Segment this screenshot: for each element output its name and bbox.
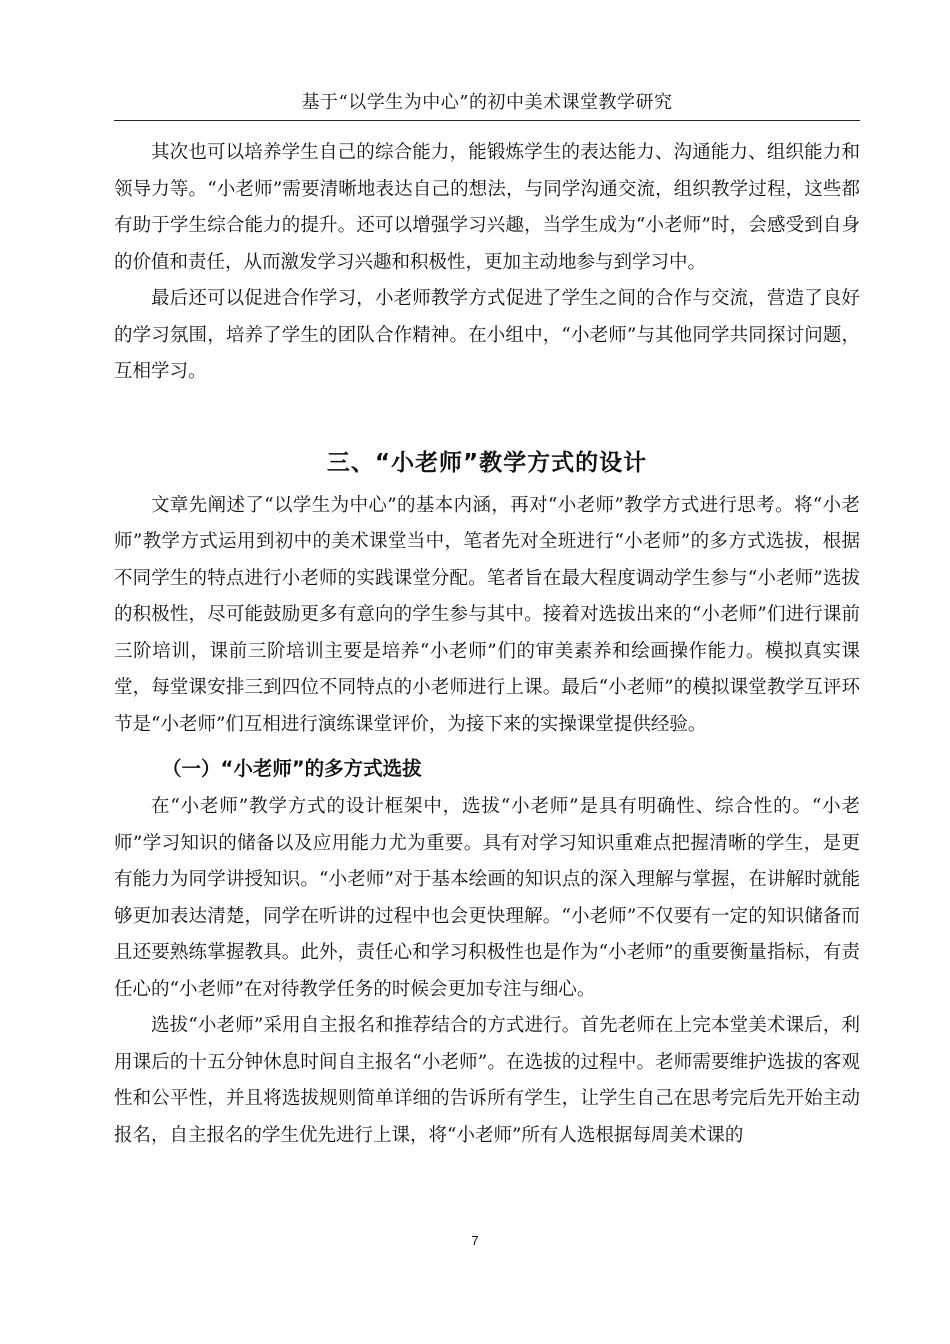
subsection-heading: （一）“小老师”的多方式选拔 bbox=[162, 757, 422, 780]
header-rule bbox=[114, 120, 860, 121]
section-intro-paragraph: 文章先阐述了“以学生为中心”的基本内涵，再对“小老师”教学方式进行思考。将“小老师”教学方式运用到初中的美术课堂当中，笔者先对全班进行“小老师”的多方式选拔，根据不同学生的特点进行小老师的实践课堂分配。笔者旨在最大程度调动学生参与“小老师”选拔的积极性，尽可能鼓励更多有意向的学生参与其中。接着对选拔出来的“小老师”们进行课前三阶培训，课前三阶培训主要是培养“小老师”们的审美素养和绘画操作能力。模拟真实课堂，每堂课安排三到四位不同特点的小老师进行上课。最后“小老师”的模拟课堂教学互评环节是“小老师”们互相进行演练课堂评价，为接下来的实操课堂提供经验。 bbox=[114, 494, 860, 735]
page-body bbox=[114, 135, 860, 1154]
paragraph: 选拔“小老师”采用自主报名和推荐结合的方式进行。首先老师在上完本堂美术课后，利用课后的十五分钟休息时间自主报名“小老师”。在选拔的过程中。老师需要维护选拔的客观性和公平性，并且将选拔规则简单详细的告诉所有学生，让学生自己在思考完后先开始主动报名，自主报名的学生优先进行上课，将“小老师”所有人选根据每周美术课的 bbox=[114, 1015, 860, 1146]
paragraph: 在“小老师”教学方式的设计框架中，选拔“小老师”是具有明确性、综合性的。“小老师”学习知识的储备以及应用能力尤为重要。具有对学习知识重难点把握清晰的学生，是更有能力为同学讲授知识。“小老师”对于基本绘画的知识点的深入理解与掌握，在讲解时就能够更加表达清楚，同学在听讲的过程中也会更快理解。“小老师”不仅要有一定的知识储备而且还要熟练掌握教具。此外，责任心和学习积极性也是作为“小老师”的重要衡量指标，有责任心的“小老师”在对待教学任务的时候会更加专注与细心。 bbox=[114, 796, 860, 1000]
paragraph: 其次也可以培养学生自己的综合能力，能锻炼学生的表达能力、沟通能力、组织能力和领导力等。“小老师”需要清晰地表达自己的想法，与同学沟通交流，组织教学过程，这些都有助于学生综合能力的提升。还可以增强学习兴趣，当学生成为“小老师”时，会感受到自身的价值和责任，从而激发学习兴趣和积极性，更加主动地参与到学习中。 bbox=[114, 142, 860, 273]
page-number: 7 bbox=[471, 1233, 479, 1248]
running-header: 基于“以学生为中心”的初中美术课堂教学研究 bbox=[301, 92, 673, 113]
section-heading: 三、“小老师”教学方式的设计 bbox=[326, 449, 648, 476]
paragraph: 最后还可以促进合作学习，小老师教学方式促进了学生之间的合作与交流，营造了良好的学习氛围，培养了学生的团队合作精神。在小组中，“小老师”与其他同学共同探讨问题，互相学习。 bbox=[114, 288, 860, 382]
